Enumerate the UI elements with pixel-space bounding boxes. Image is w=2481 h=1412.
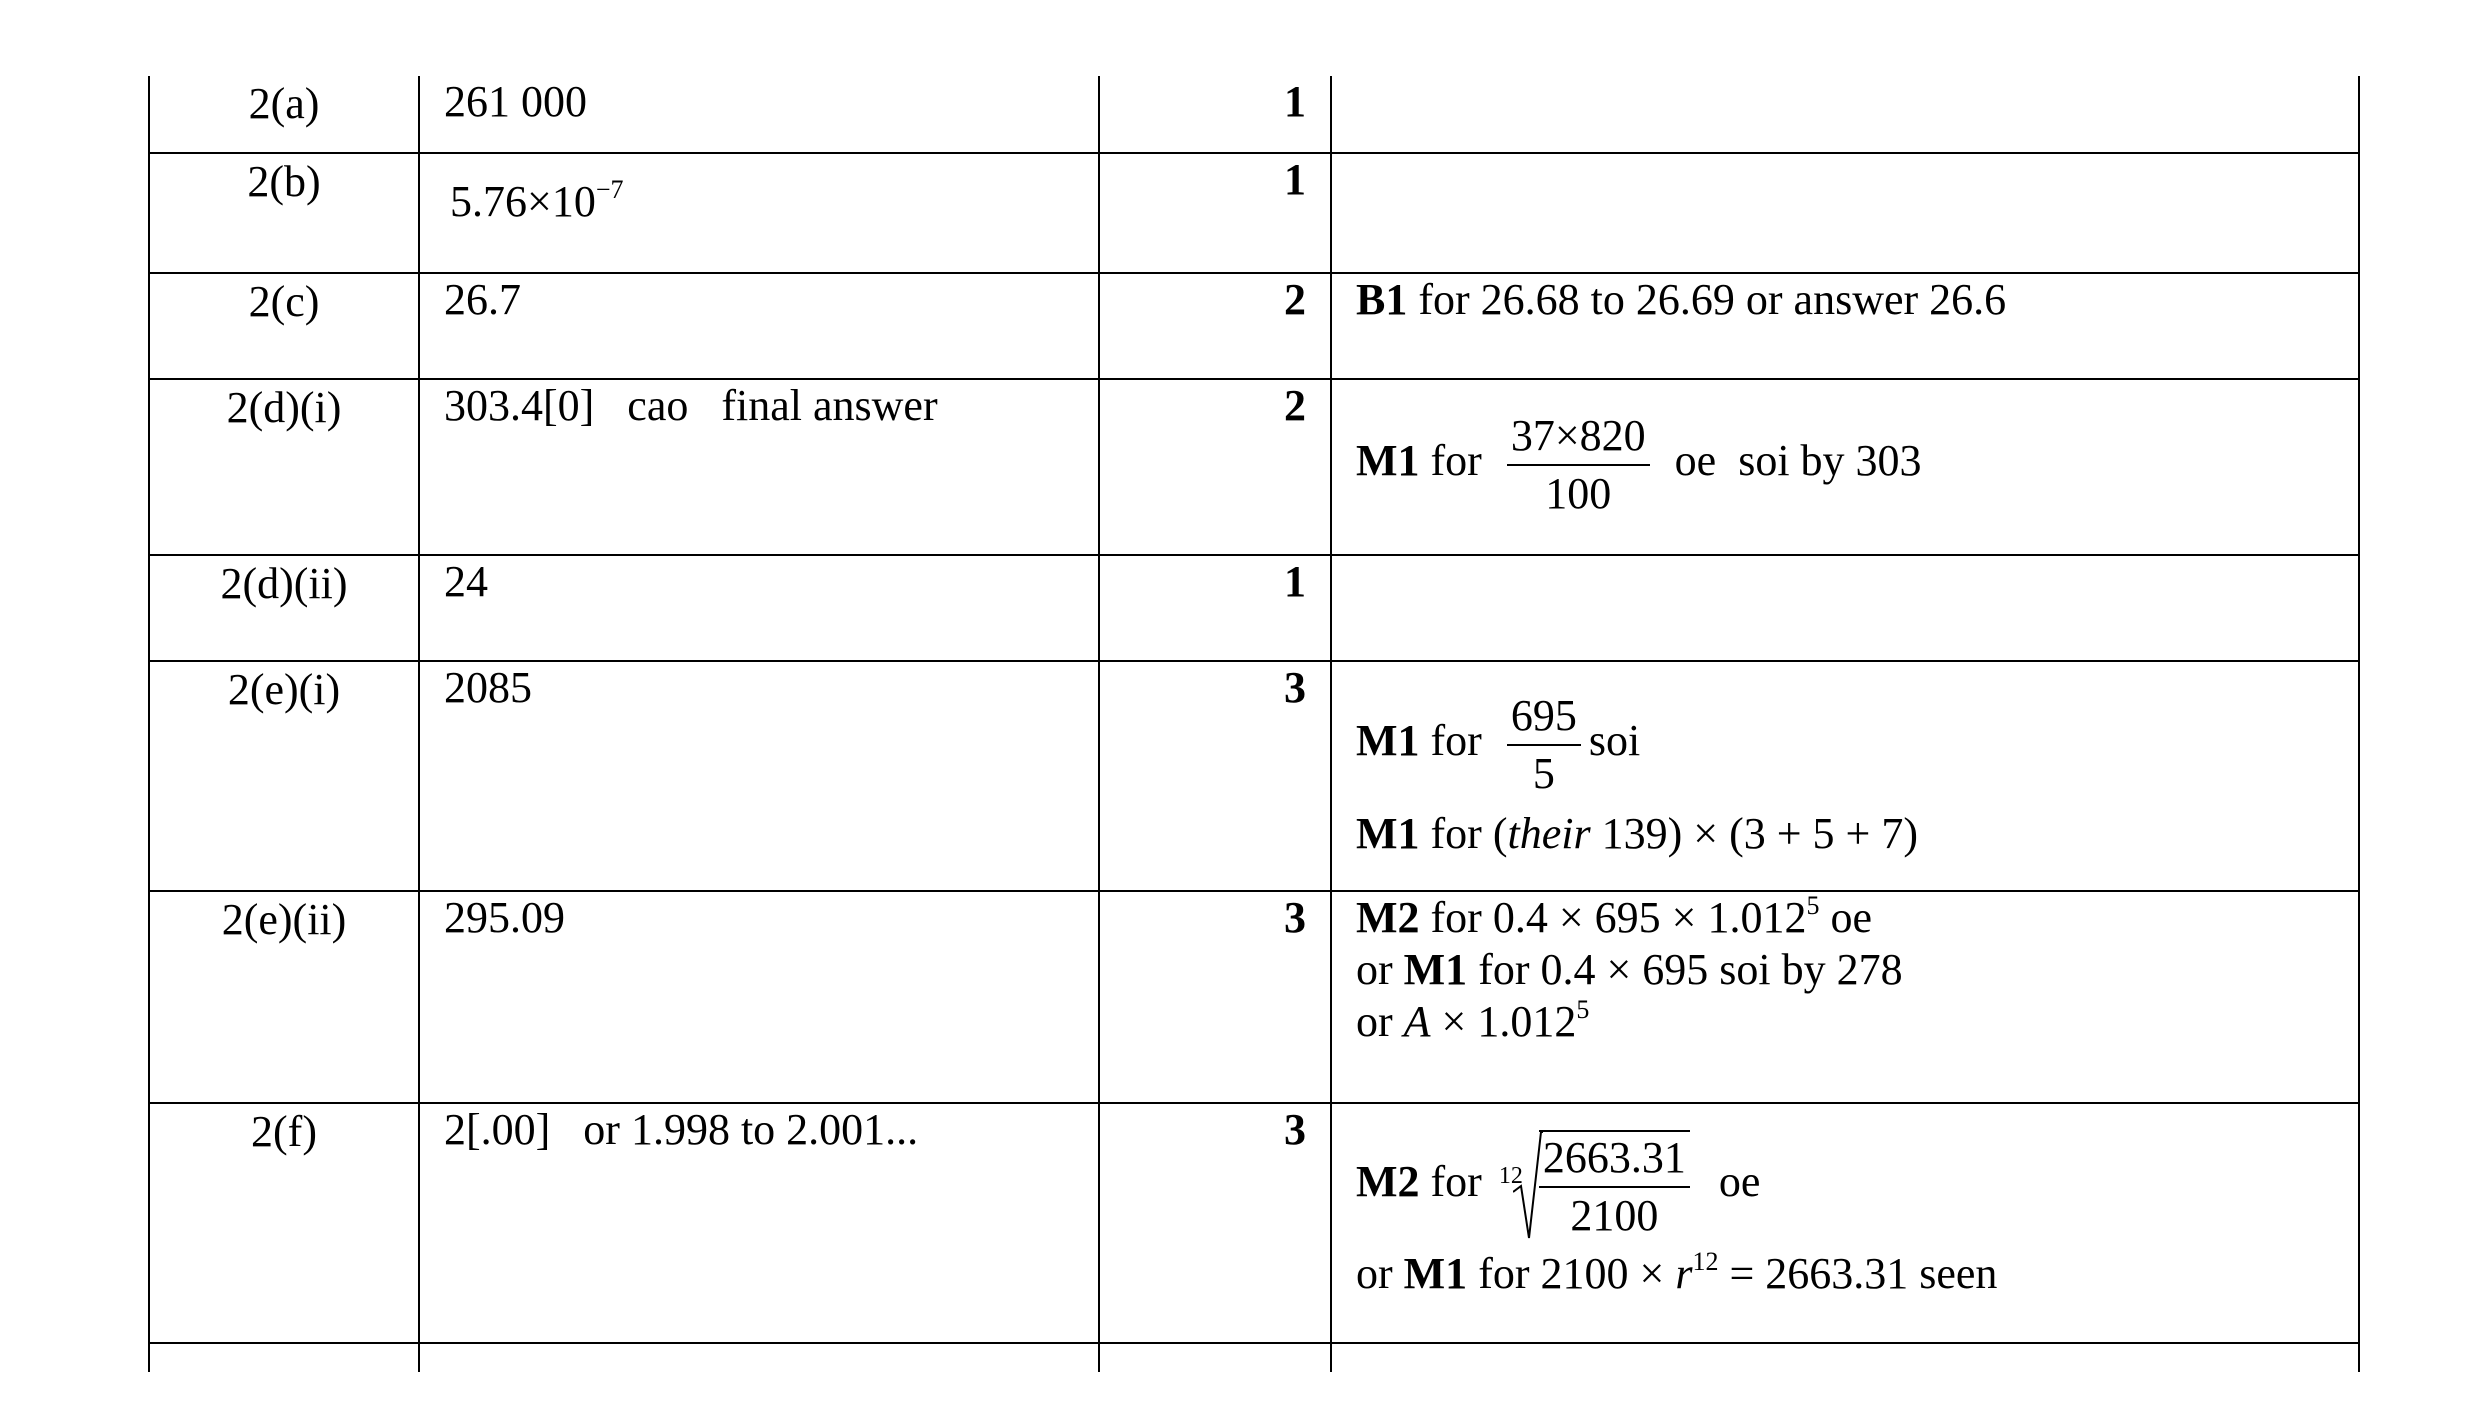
- question-cell: 2(a): [149, 76, 419, 153]
- radical-sign-icon: [1513, 1130, 1543, 1242]
- guidance-line: [1356, 892, 2358, 944]
- guidance-cell: [1331, 555, 2359, 661]
- exponent: 12: [1692, 1247, 1719, 1276]
- guidance-line: [1356, 996, 2358, 1048]
- guidance-text: for 0.4 × 695 × 1.012: [1419, 893, 1807, 942]
- fraction: [1507, 410, 1650, 520]
- guidance-italic: r: [1675, 1249, 1693, 1298]
- guidance-text: for 2100 ×: [1467, 1249, 1676, 1298]
- guidance-for: for: [1419, 1157, 1482, 1207]
- guidance-text: for (: [1419, 809, 1508, 858]
- question-cell: [149, 1343, 419, 1372]
- nth-root: [1499, 1130, 1690, 1242]
- table-row: [149, 1103, 2359, 1343]
- table-row: [149, 153, 2359, 273]
- answer-cell: 26.7: [419, 273, 1099, 379]
- marks-cell: 1: [1099, 76, 1331, 153]
- table-row: [149, 661, 2359, 891]
- guidance-for: for: [1419, 436, 1482, 486]
- guidance-italic: A: [1403, 997, 1431, 1046]
- marks-cell: 2: [1099, 273, 1331, 379]
- guidance-text: × 1.012: [1430, 997, 1577, 1046]
- answer-base: 5.76×10: [450, 177, 596, 226]
- mark-code: M2: [1356, 893, 1420, 942]
- answer-cell: 24: [419, 555, 1099, 661]
- exponent: 5: [1576, 995, 1590, 1024]
- fraction: [1539, 1130, 1690, 1242]
- guidance-text: 139) × (3 + 5 + 7): [1590, 809, 1919, 858]
- fraction-numerator: 37×820: [1507, 410, 1650, 466]
- root-index: 12: [1498, 1163, 1523, 1189]
- guidance-text: or: [1356, 1249, 1404, 1298]
- fraction-denominator: 2100: [1570, 1191, 1659, 1240]
- question-cell: 2(b): [149, 153, 419, 273]
- marks-cell: 3: [1099, 661, 1331, 891]
- marks-cell: 2: [1099, 379, 1331, 555]
- guidance-text: = 2663.31 seen: [1718, 1249, 1998, 1298]
- guidance-line: [1356, 944, 2358, 996]
- question-cell: 2(d)(i): [149, 379, 419, 555]
- question-cell: 2(e)(ii): [149, 891, 419, 1103]
- question-cell: 2(c): [149, 273, 419, 379]
- mark-code: M1: [1356, 809, 1420, 858]
- answer-cell: 2085: [419, 661, 1099, 891]
- fraction-numerator: 2663.31: [1539, 1130, 1690, 1188]
- guidance-text: oe: [1819, 893, 1872, 942]
- marks-cell: 3: [1099, 1103, 1331, 1343]
- answer-cell: [419, 1343, 1099, 1372]
- guidance-text: or: [1356, 997, 1404, 1046]
- guidance-after: oe: [1718, 1157, 1761, 1207]
- question-cell: 2(f): [149, 1103, 419, 1343]
- answer-cell: 261 000: [419, 76, 1099, 153]
- question-cell: 2(e)(i): [149, 661, 419, 891]
- guidance-cell: [1331, 379, 2359, 555]
- guidance-after: soi: [1588, 716, 1641, 766]
- guidance-for: for: [1419, 716, 1482, 766]
- guidance-cell: [1331, 661, 2359, 891]
- answer-exponent: −7: [595, 175, 624, 204]
- table-row: [149, 379, 2359, 555]
- answer-cell: 295.09: [419, 891, 1099, 1103]
- guidance-cell: [1331, 891, 2359, 1103]
- table-row-continuation: [149, 1343, 2359, 1372]
- marks-cell: [1099, 1343, 1331, 1372]
- mark-code: M1: [1403, 1249, 1468, 1298]
- mark-code: M2: [1356, 1157, 1420, 1207]
- guidance-cell: [1331, 153, 2359, 273]
- mark-code: M1: [1403, 945, 1468, 994]
- table-row: [149, 76, 2359, 153]
- guidance-cell: [1331, 1343, 2359, 1372]
- guidance-text: for 26.68 to 26.69 or answer 26.6: [1407, 275, 2007, 324]
- mark-code: M1: [1356, 436, 1420, 486]
- marks-cell: 1: [1099, 153, 1331, 273]
- guidance-cell: [1331, 273, 2359, 379]
- exponent: 5: [1806, 891, 1820, 920]
- fraction-denominator: 100: [1545, 469, 1612, 518]
- mark-code: B1: [1356, 275, 1408, 324]
- answer-cell: 2[.00] or 1.998 to 2.001...: [419, 1103, 1099, 1343]
- mark-scheme-table: [148, 76, 2360, 1372]
- answer-cell: 303.4[0] cao final answer: [419, 379, 1099, 555]
- fraction-numerator: 695: [1507, 690, 1581, 746]
- marks-cell: 3: [1099, 891, 1331, 1103]
- guidance-text: or: [1356, 945, 1404, 994]
- guidance-text: for 0.4 × 695 soi by 278: [1467, 945, 1903, 994]
- guidance-italic: their: [1507, 809, 1591, 858]
- table-row: [149, 891, 2359, 1103]
- fraction-denominator: 5: [1532, 749, 1555, 798]
- table-row: [149, 555, 2359, 661]
- marks-cell: 1: [1099, 555, 1331, 661]
- fraction: [1507, 690, 1581, 800]
- guidance-after: oe soi by 303: [1674, 436, 1922, 486]
- guidance-cell: [1331, 76, 2359, 153]
- radicand: [1539, 1130, 1690, 1242]
- table-row: [149, 273, 2359, 379]
- question-cell: 2(d)(ii): [149, 555, 419, 661]
- guidance-cell: [1331, 1103, 2359, 1343]
- answer-cell: [419, 153, 1099, 273]
- mark-code: M1: [1356, 716, 1420, 766]
